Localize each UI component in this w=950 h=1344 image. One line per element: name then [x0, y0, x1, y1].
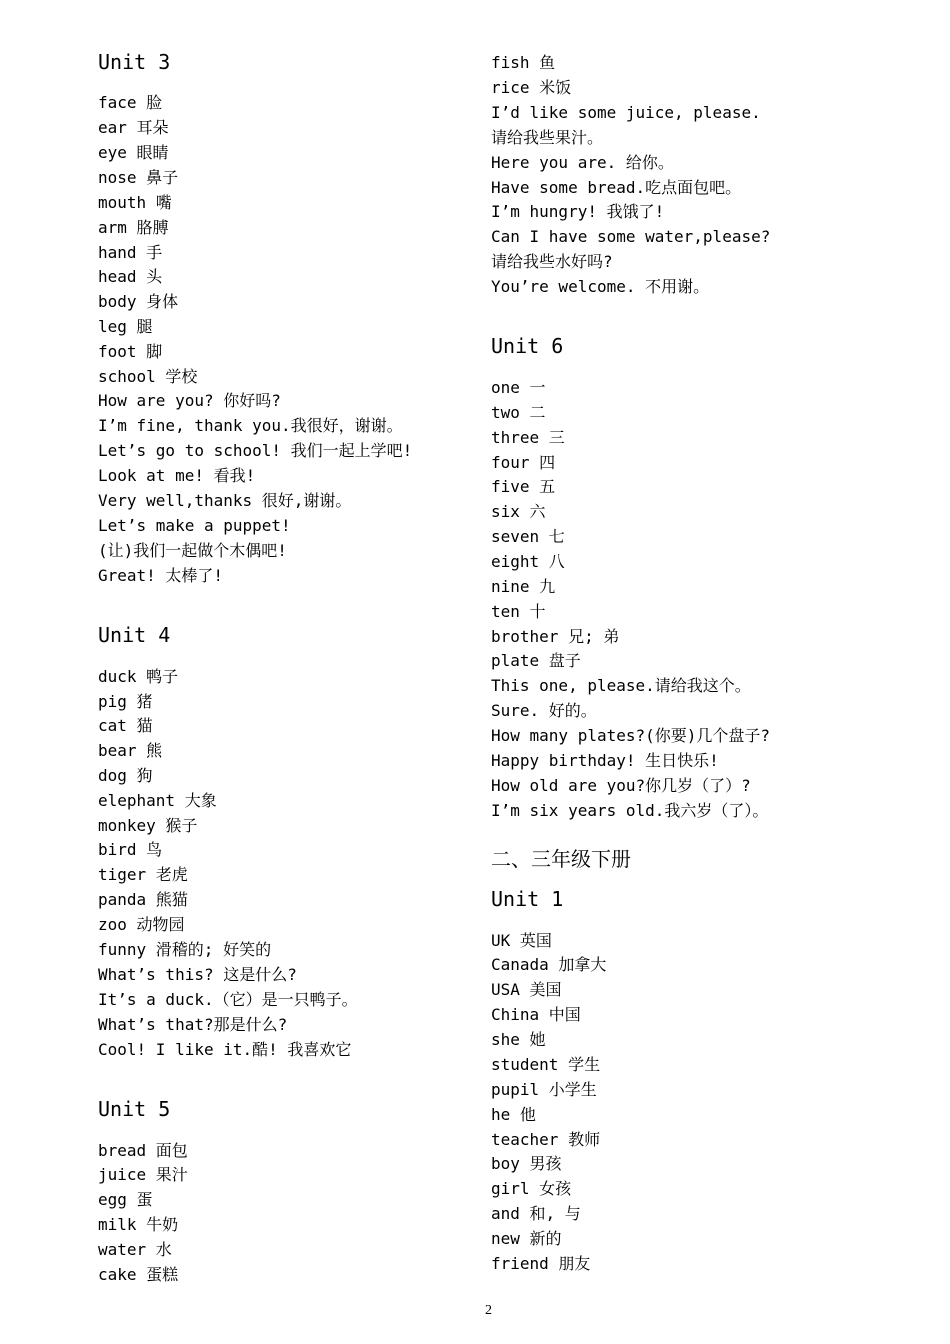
vocab-line: I’d like some juice, please.: [491, 103, 761, 122]
vocab-line: arm 胳膊: [98, 218, 169, 237]
vocab-line: 请给我些水好吗?: [491, 252, 613, 271]
vocab-line: bread 面包: [98, 1141, 188, 1160]
vocab-line: four 四: [491, 453, 556, 472]
vocab-line: Look at me! 看我!: [98, 466, 256, 485]
vocab-line: plate 盘子: [491, 651, 581, 670]
vocab-line: zoo 动物园: [98, 915, 185, 934]
vocab-line: new 新的: [491, 1229, 562, 1248]
vocab-line: I’m fine, thank you.我很好，谢谢。: [98, 416, 403, 435]
vocab-line: eye 眼睛: [98, 143, 169, 162]
vocab-line: leg 腿: [98, 317, 153, 336]
vocab-line: dog 狗: [98, 766, 153, 785]
vocab-line: three 三: [491, 428, 565, 447]
section-heading-unit-5: Unit 5: [98, 1097, 171, 1121]
vocab-line: How are you? 你好吗?: [98, 391, 281, 410]
vocab-line: Let’s make a puppet!: [98, 516, 291, 535]
vocab-line: China 中国: [491, 1005, 581, 1024]
vocab-line: bear 熊: [98, 741, 163, 760]
vocab-line: hand 手: [98, 243, 163, 262]
vocab-line: six 六: [491, 502, 546, 521]
section-heading-unit-4: Unit 4: [98, 623, 171, 647]
vocab-line: egg 蛋: [98, 1190, 153, 1209]
section-heading-entry-29: 二、三年级下册: [491, 847, 631, 871]
vocab-line: boy 男孩: [491, 1154, 562, 1173]
vocab-line: he 他: [491, 1105, 536, 1124]
section-heading-unit-6: Unit 6: [491, 334, 564, 358]
vocab-line: Have some bread.吃点面包吧。: [491, 178, 742, 197]
vocab-line: ten 十: [491, 602, 546, 621]
vocab-line: Happy birthday! 生日快乐!: [491, 751, 719, 770]
vocab-line: friend 朋友: [491, 1254, 591, 1273]
vocab-line: Sure. 好的。: [491, 701, 597, 720]
vocab-line: 请给我些果汁。: [491, 128, 604, 147]
vocab-line: tiger 老虎: [98, 865, 188, 884]
vocab-line: elephant 大象: [98, 791, 217, 810]
vocab-line: she 她: [491, 1030, 546, 1049]
vocab-line: student 学生: [491, 1055, 601, 1074]
vocab-line: This one, please.请给我这个。: [491, 676, 751, 695]
vocab-line: Let’s go to school! 我们一起上学吧!: [98, 441, 413, 460]
vocab-line: It’s a duck.（它）是一只鸭子。: [98, 990, 358, 1009]
page-number: 2: [485, 1303, 492, 1318]
vocab-line: Here you are. 给你。: [491, 153, 674, 172]
vocab-line: What’s this? 这是什么?: [98, 965, 297, 984]
vocab-line: UK 英国: [491, 931, 552, 950]
vocab-line: Cool! I like it.酷! 我喜欢它: [98, 1040, 352, 1059]
section-heading-unit-3: Unit 3: [98, 50, 171, 74]
vocab-line: Great! 太棒了!: [98, 566, 224, 585]
vocab-line: Canada 加拿大: [491, 955, 607, 974]
vocab-line: funny 滑稽的; 好笑的: [98, 940, 272, 959]
vocab-line: I’m six years old.我六岁（了）。: [491, 801, 769, 820]
vocab-line: girl 女孩: [491, 1179, 572, 1198]
vocab-line: How many plates?(你要)几个盘子?: [491, 726, 771, 745]
vocab-line: panda 熊猫: [98, 890, 188, 909]
vocab-line: Very well,thanks 很好,谢谢。: [98, 491, 352, 510]
vocab-line: face 脸: [98, 93, 163, 112]
vocab-line: rice 米饭: [491, 78, 572, 97]
vocab-line: one 一: [491, 378, 546, 397]
vocab-line: How old are you?你几岁（了）?: [491, 776, 751, 795]
vocab-line: brother 兄; 弟: [491, 627, 620, 646]
vocab-line: milk 牛奶: [98, 1215, 179, 1234]
vocab-line: What’s that?那是什么?: [98, 1015, 288, 1034]
section-heading-unit-1: Unit 1: [491, 887, 564, 911]
vocab-line: USA 美国: [491, 980, 562, 999]
vocab-line: fish 鱼: [491, 53, 556, 72]
vocab-line: juice 果汁: [98, 1165, 188, 1184]
vocab-line: foot 脚: [98, 342, 163, 361]
vocab-line: school 学校: [98, 367, 198, 386]
vocab-line: pupil 小学生: [491, 1080, 597, 1099]
vocab-line: Can I have some water,please?: [491, 227, 771, 246]
vocab-line: nine 九: [491, 577, 556, 596]
vocab-line: ear 耳朵: [98, 118, 169, 137]
vocab-line: five 五: [491, 477, 556, 496]
vocab-line: two 二: [491, 403, 546, 422]
vocab-line: head 头: [98, 267, 163, 286]
vocab-line: cat 猫: [98, 716, 153, 735]
vocab-line: and 和, 与: [491, 1204, 581, 1223]
vocab-line: You’re welcome. 不用谢。: [491, 277, 710, 296]
vocab-line: nose 鼻子: [98, 168, 179, 187]
vocab-line: body 身体: [98, 292, 179, 311]
vocab-line: water 水: [98, 1240, 172, 1259]
vocab-line: mouth 嘴: [98, 193, 172, 212]
vocab-line: cake 蛋糕: [98, 1265, 179, 1284]
vocab-line: bird 鸟: [98, 840, 163, 859]
vocab-line: seven 七: [491, 527, 565, 546]
vocab-line: teacher 教师: [491, 1130, 601, 1149]
vocab-line: eight 八: [491, 552, 565, 571]
vocab-line: duck 鸭子: [98, 667, 179, 686]
vocab-line: monkey 猴子: [98, 816, 198, 835]
vocab-line: (让)我们一起做个木偶吧!: [98, 541, 287, 560]
vocab-line: pig 猪: [98, 692, 153, 711]
vocab-line: I’m hungry! 我饿了!: [491, 202, 665, 221]
